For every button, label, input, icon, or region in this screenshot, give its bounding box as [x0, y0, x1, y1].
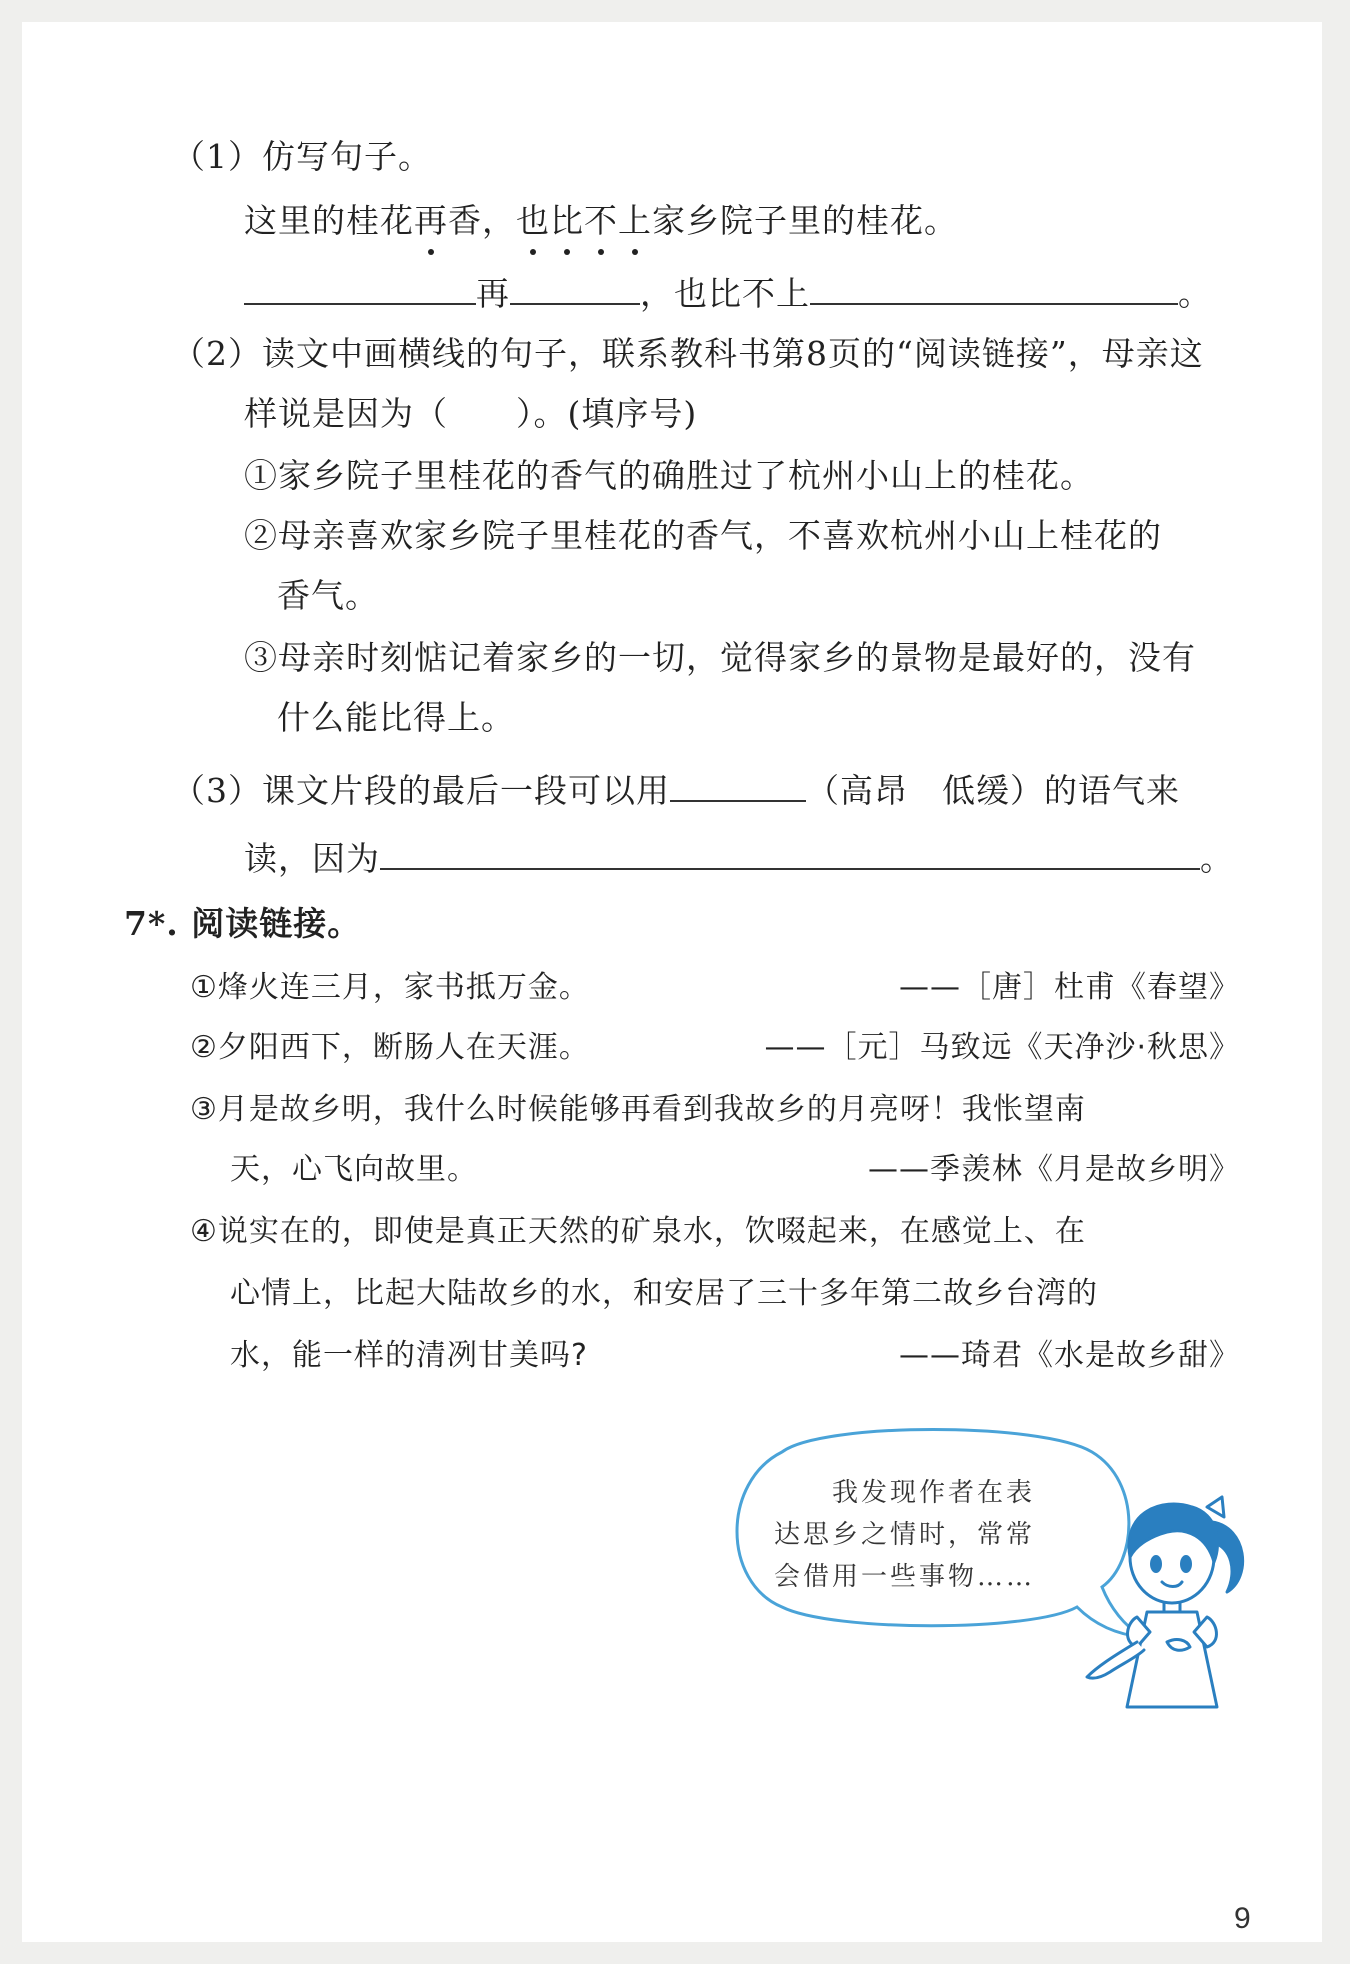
- q1-blank-3[interactable]: [810, 269, 1178, 305]
- q3-line-1: （3）课文片段的最后一段可以用 （高昂 低缓）的语气来: [172, 766, 1180, 813]
- q3-line-2: 读，因为 。: [244, 834, 1234, 881]
- q3-blank-1[interactable]: [670, 766, 806, 802]
- q7-reading-2: ②夕阳西下，断肠人在天涯。 ——［元］马致远《天净沙·秋思》: [190, 1030, 1240, 1065]
- q2-option-3b: 什么能比得上。: [277, 698, 515, 737]
- q7-reading-3a: ③月是故乡明，我什么时候能够再看到我故乡的月亮呀！我怅望南: [190, 1092, 1086, 1127]
- bubble-line-2: 达思乡之情时，常常: [774, 1520, 1036, 1550]
- q1-blank-1[interactable]: [244, 269, 476, 305]
- q7-reading-4b: 心情上，比起大陆故乡的水，和安居了三十多年第二故乡台湾的: [230, 1276, 1098, 1311]
- q7-title: 7*. 阅读链接。: [124, 904, 362, 943]
- page-number: 9: [1234, 1902, 1251, 1935]
- q2-line-2: 样说是因为（ ）。(填序号): [244, 394, 698, 433]
- q7-reading-4c: 水，能一样的清冽甘美吗? ——琦君《水是故乡甜》: [230, 1338, 1240, 1373]
- q3-blank-2[interactable]: [380, 834, 1200, 870]
- q2-option-2b: 香气。: [277, 576, 379, 615]
- q2-option-3a: ③母亲时刻惦记着家乡的一切，觉得家乡的景物是最好的，没有: [244, 638, 1196, 677]
- workbook-page: [22, 22, 1322, 1942]
- q1-example-sentence: 这里的桂花再香，也比不上家乡院子里的桂花。: [244, 199, 958, 243]
- q7-reading-4a: ④说实在的，即使是真正天然的矿泉水，饮啜起来，在感觉上、在: [190, 1214, 1086, 1249]
- girl-illustration-icon: [1082, 1482, 1262, 1722]
- q2-option-1: ①家乡院子里桂花的香气的确胜过了杭州小山上的桂花。: [244, 456, 1094, 495]
- q2-option-2a: ②母亲喜欢家乡院子里桂花的香气，不喜欢杭州小山上桂花的: [244, 516, 1162, 555]
- q1-blank-2[interactable]: [510, 269, 640, 305]
- q2-line-1: （2）读文中画横线的句子，联系教科书第8页的“阅读链接”，母亲这: [172, 334, 1204, 373]
- q1-fill-line: 再 ，也比不上 。: [244, 269, 1212, 316]
- q7-reading-3b: 天，心飞向故里。 ——季羡林《月是故乡明》: [230, 1152, 1240, 1187]
- q1-label: （1）仿写句子。: [172, 137, 432, 176]
- bubble-line-1: 我发现作者在表: [832, 1478, 1036, 1508]
- bubble-line-3: 会借用一些事物……: [774, 1562, 1036, 1592]
- q7-reading-1: ①烽火连三月，家书抵万金。 ——［唐］杜甫《春望》: [190, 970, 1240, 1005]
